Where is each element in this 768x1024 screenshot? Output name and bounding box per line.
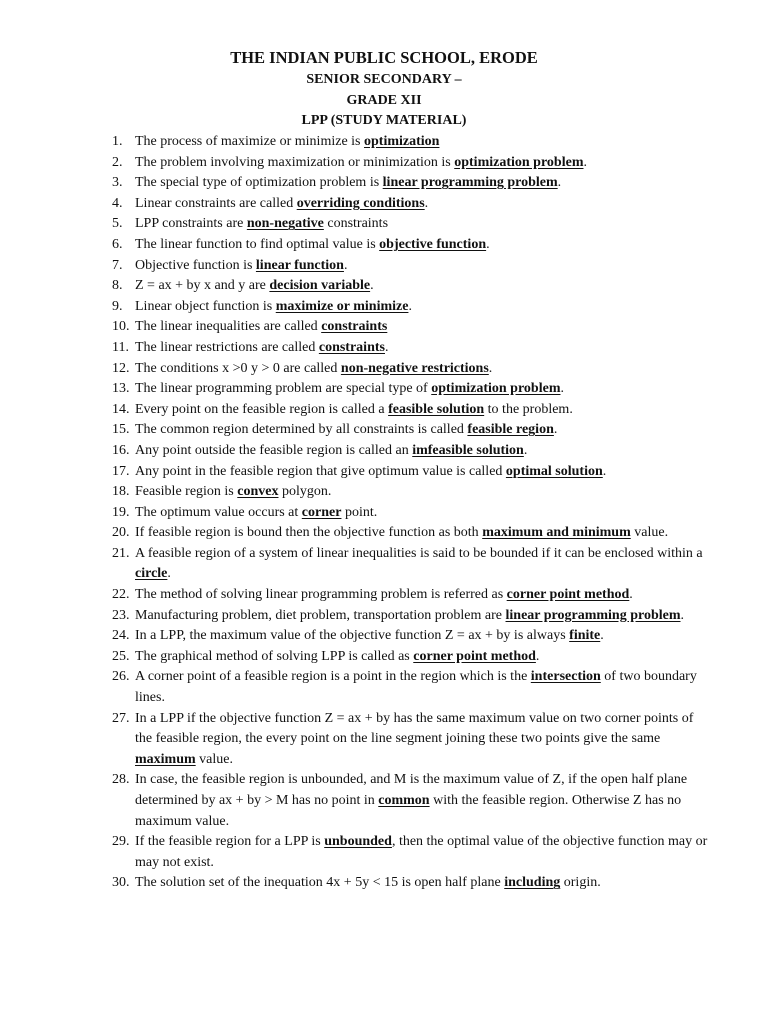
item-number: 19.	[112, 504, 130, 520]
item-number: 28.	[112, 772, 130, 788]
answer-term: linear programming problem	[382, 175, 558, 191]
item-text: The common region determined by all constraints is called	[135, 422, 468, 438]
answer-term: linear function	[255, 257, 344, 273]
grade-heading: GRADE XII	[346, 93, 422, 108]
list-item	[0, 482, 768, 503]
list-item	[0, 709, 768, 771]
item-text: .	[553, 422, 558, 438]
item-text: .	[384, 339, 389, 355]
item-number: 26.	[112, 669, 130, 685]
item-text: .	[629, 587, 633, 603]
item-text: .	[535, 648, 540, 664]
answer-term: optimal solution	[505, 463, 603, 479]
item-text: A corner point of a feasible region is a point in the region which is the	[135, 669, 531, 685]
list-item	[0, 873, 768, 894]
list-item	[0, 379, 768, 400]
item-number: 25.	[112, 648, 130, 664]
item-text: value.	[195, 751, 233, 767]
item-text: .	[557, 175, 562, 191]
item-text: Objective function is	[135, 257, 256, 273]
list-item	[0, 194, 768, 215]
item-text: .	[600, 628, 604, 644]
list-item	[0, 173, 768, 194]
item-text: .	[486, 236, 490, 252]
item-number: 14.	[112, 401, 130, 417]
item-number: 20.	[112, 525, 130, 541]
item-number: 21.	[112, 545, 130, 561]
list-item	[0, 420, 768, 441]
item-text: .	[523, 442, 528, 458]
list-item	[0, 276, 768, 297]
answer-term: optimization problem	[431, 381, 561, 397]
item-number: 15.	[112, 422, 130, 438]
item-text: Any point in the feasible region that give optimum value is called	[135, 463, 506, 479]
list-item	[0, 544, 768, 585]
item-text: The linear programming problem are special type of	[135, 381, 432, 397]
answer-term: convex	[237, 484, 279, 500]
item-text: The method of solving linear programming problem is referred as	[135, 587, 507, 603]
item-text: The graphical method of solving LPP is called as	[135, 648, 414, 664]
list-item	[0, 338, 768, 359]
list-item	[0, 462, 768, 483]
answer-term: feasible solution	[388, 401, 485, 417]
answer-term: optimization	[364, 134, 440, 149]
answer-term: imfeasible solution	[412, 442, 524, 458]
item-text: A feasible region of a system of linear inequalities is said to be bounded if it can be enclosed within a	[135, 545, 703, 561]
answer-term: constraints	[318, 339, 385, 355]
item-text: origin.	[560, 875, 601, 891]
answer-term: unbounded	[324, 834, 392, 850]
list-item	[0, 256, 768, 277]
list-item	[0, 503, 768, 524]
answer-term: corner point method	[506, 587, 630, 603]
item-text: of two boundary lines.	[135, 669, 697, 706]
answer-term: corner	[301, 504, 342, 520]
item-text: .	[343, 257, 348, 273]
item-text: Z = ax + by x and y are	[135, 278, 270, 294]
item-number: 12.	[112, 360, 130, 376]
answer-term: non-negative	[246, 216, 324, 232]
item-number: 11.	[112, 339, 129, 355]
list-item	[0, 667, 768, 708]
item-number: 6.	[112, 236, 123, 252]
list-item	[0, 832, 768, 873]
item-text: Linear constraints are called	[135, 195, 297, 211]
answer-term: maximum and minimum	[482, 525, 631, 541]
item-text: If the feasible region for a LPP is	[135, 834, 325, 850]
answer-term: maximize or minimize	[275, 298, 409, 314]
list-item	[0, 214, 768, 235]
item-text: The linear function to find optimal value is	[135, 236, 380, 252]
item-text: In case, the feasible region is unbounded, and M is the maximum value of Z, if the open half plane determined by ax + by > M has no point in	[135, 772, 688, 808]
item-number: 23.	[112, 607, 130, 623]
item-text: .	[602, 463, 607, 479]
item-number: 1.	[112, 134, 123, 149]
answer-term: feasible region	[467, 422, 554, 438]
subject-heading: LPP (STUDY MATERIAL)	[301, 113, 467, 128]
item-text: .	[488, 360, 493, 376]
item-text: .	[560, 381, 564, 397]
item-text: The optimum value occurs at	[135, 504, 302, 520]
item-text: point.	[341, 504, 378, 520]
item-text: constraints	[323, 216, 389, 232]
item-text: .	[167, 566, 171, 582]
item-text: , then the optimal value of the objective function may or may not exist.	[135, 834, 708, 870]
item-number: 9.	[112, 298, 123, 314]
answer-term: intersection	[530, 669, 601, 685]
item-number: 16.	[112, 442, 130, 458]
item-number: 5.	[112, 216, 123, 232]
item-number: 13.	[112, 381, 130, 397]
list-item	[0, 132, 768, 153]
item-number: 27.	[112, 710, 130, 726]
item-number: 18.	[112, 484, 130, 500]
answer-term: maximum	[135, 751, 196, 767]
item-text: In a LPP, the maximum value of the objective function Z = ax + by is always	[135, 628, 570, 644]
item-text: The special type of optimization problem is	[135, 175, 383, 191]
list-item	[0, 235, 768, 256]
item-text: .	[680, 607, 685, 623]
answer-term: non-negative restrictions	[340, 360, 489, 376]
answer-term: finite	[569, 628, 601, 644]
item-text: The problem involving maximization or minimization is	[135, 154, 455, 170]
item-number: 17.	[112, 463, 130, 479]
list-item	[0, 153, 768, 174]
item-text: The linear inequalities are called	[135, 319, 322, 335]
item-number: 2.	[112, 154, 123, 170]
item-number: 24.	[112, 628, 130, 644]
item-text: value.	[630, 525, 669, 541]
answer-term: decision variable	[269, 278, 371, 294]
school-title: THE INDIAN PUBLIC SCHOOL, ERODE	[230, 48, 538, 67]
list-item	[0, 770, 768, 832]
answer-term: linear programming problem	[505, 607, 681, 623]
list-item	[0, 400, 768, 421]
item-text: .	[408, 298, 412, 314]
item-number: 30.	[112, 875, 130, 891]
item-text: to the problem.	[484, 401, 573, 417]
item-text: The conditions x >0 y > 0 are called	[135, 360, 341, 376]
item-number: 10.	[112, 319, 130, 335]
item-text: The process of maximize or minimize is	[135, 134, 364, 149]
item-number: 7.	[112, 257, 123, 273]
item-number: 8.	[112, 278, 123, 294]
item-text: Any point outside the feasible region is called an	[135, 442, 413, 458]
answer-term: including	[504, 875, 561, 891]
item-text: Every point on the feasible region is called a	[135, 401, 389, 417]
item-text: Manufacturing problem, diet problem, transportation problem are	[135, 607, 506, 623]
item-text: .	[370, 278, 374, 294]
item-text: Feasible region is	[135, 484, 238, 500]
item-text: Linear object function is	[135, 298, 276, 314]
item-number: 3.	[112, 175, 123, 191]
item-number: 22.	[112, 587, 130, 603]
item-text: If feasible region is bound then the objective function as both	[135, 525, 483, 541]
list-item	[0, 359, 768, 380]
item-number: 29.	[112, 834, 130, 850]
item-text: with the feasible region. Otherwise Z has no maximum value.	[135, 793, 682, 829]
item-text: polygon.	[278, 484, 332, 500]
list-item	[0, 317, 768, 338]
list-item	[0, 606, 768, 627]
list-item	[0, 626, 768, 647]
answer-term: common	[378, 793, 430, 808]
answer-term: corner point method	[413, 648, 536, 664]
answer-term: circle	[135, 566, 168, 582]
item-number: 4.	[112, 195, 123, 211]
item-text: .	[424, 195, 429, 211]
list-item	[0, 297, 768, 318]
item-text: LPP constraints are	[135, 216, 247, 232]
list-item	[0, 585, 768, 606]
answer-term: overriding conditions	[296, 195, 425, 211]
list-item	[0, 523, 768, 544]
answer-term: objective function	[379, 236, 487, 252]
question-list	[0, 132, 768, 894]
list-item	[0, 647, 768, 668]
item-text: .	[583, 154, 587, 170]
item-text: In a LPP if the objective function Z = ax + by has the same maximum value on two corner points of the feasible region, the every point on the line segment joining these two points give the same	[135, 710, 694, 747]
item-text: The solution set of the inequation 4x + 5y < 15 is open half plane	[135, 875, 505, 891]
answer-term: constraints	[321, 319, 388, 335]
item-text: The linear restrictions are called	[135, 339, 319, 355]
section-heading: SENIOR SECONDARY –	[306, 72, 462, 87]
answer-term: optimization problem	[454, 154, 584, 170]
list-item	[0, 441, 768, 462]
